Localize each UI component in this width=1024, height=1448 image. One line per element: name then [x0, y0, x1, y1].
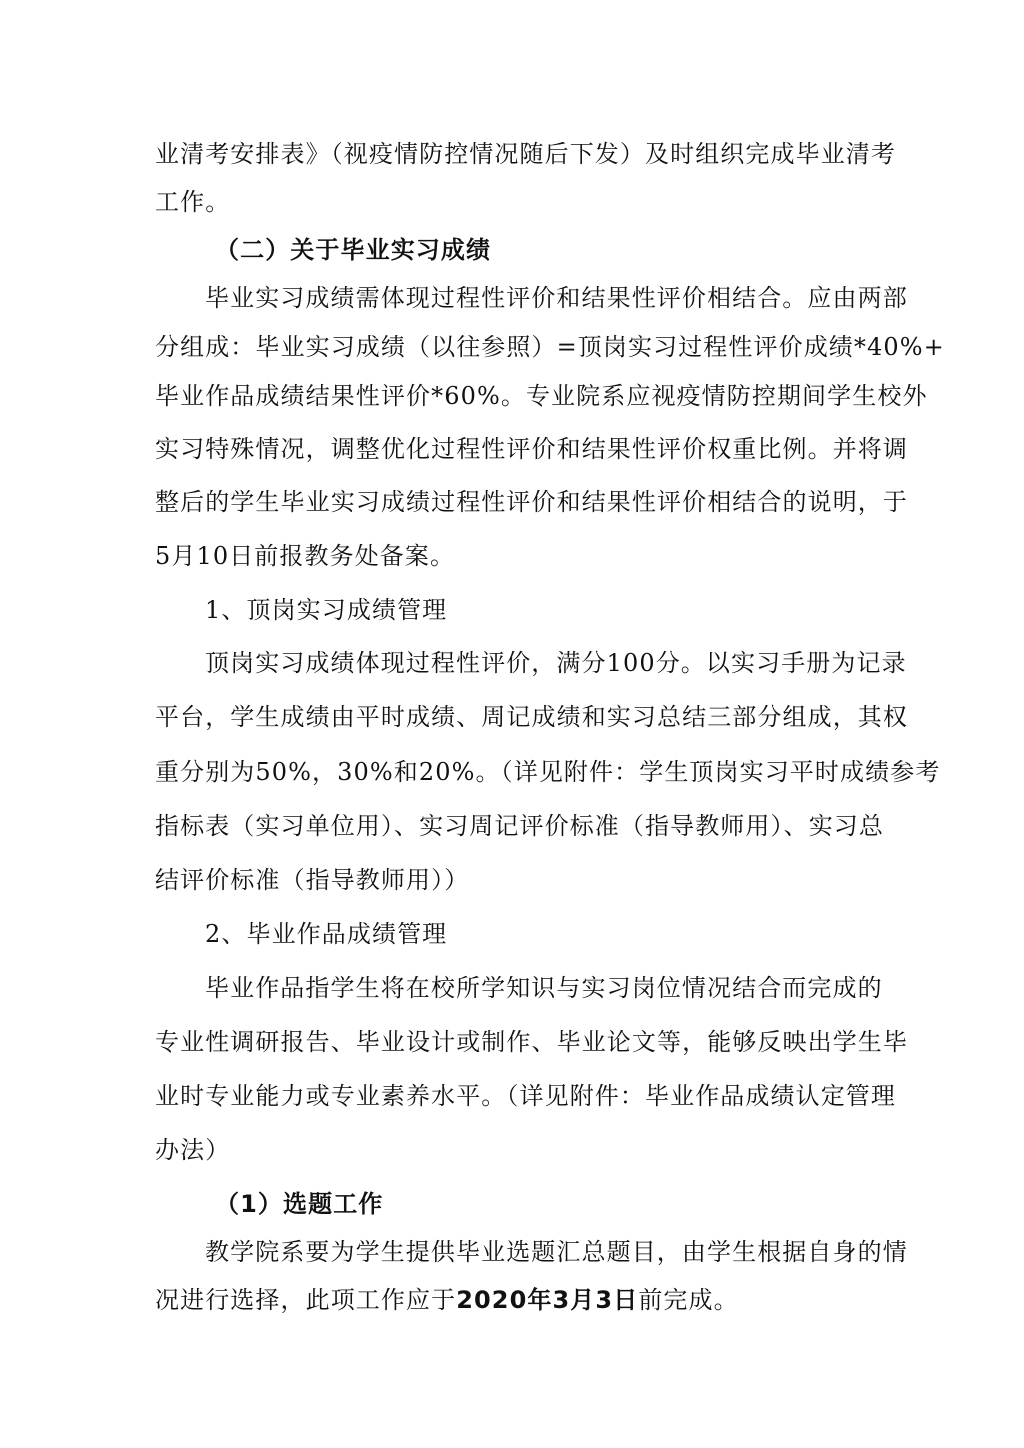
paragraph-line: 毕业作品成绩结果性评价*60%。专业院系应视疫情防控期间学生校外 — [155, 382, 928, 410]
paragraph-line: 指标表（实习单位用）、实习周记评价标准（指导教师用）、实习总 — [155, 812, 884, 840]
paragraph-line: 专业性调研报告、毕业设计或制作、毕业论文等，能够反映出学生毕 — [155, 1028, 908, 1056]
paragraph-line: 结评价标准（指导教师用）） — [155, 866, 470, 894]
paragraph-line: 办法） — [155, 1136, 231, 1164]
item-heading: （1）选题工作 — [215, 1190, 384, 1218]
subsection-heading: 2、毕业作品成绩管理 — [205, 920, 448, 948]
paragraph-line: 5月10日前报教务处备案。 — [155, 542, 456, 570]
paragraph-line: 业时专业能力或专业素养水平。（详见附件：毕业作品成绩认定管理 — [155, 1082, 896, 1110]
paragraph-line: 毕业实习成绩需体现过程性评价和结果性评价相结合。应由两部 — [205, 284, 908, 312]
paragraph-line: 平台，学生成绩由平时成绩、周记成绩和实习总结三部分组成，其权 — [155, 703, 908, 731]
text-segment: 前完成。 — [638, 1286, 739, 1314]
paragraph-line: 整后的学生毕业实习成绩过程性评价和结果性评价相结合的说明，于 — [155, 488, 908, 516]
paragraph-line: 实习特殊情况，调整优化过程性评价和结果性评价权重比例。并将调 — [155, 435, 908, 463]
paragraph-line: 业清考安排表》（视疫情防控情况随后下发）及时组织完成毕业清考 — [155, 140, 896, 168]
paragraph-line: 顶岗实习成绩体现过程性评价，满分100分。以实习手册为记录 — [205, 649, 907, 677]
paragraph-line: 工作。 — [155, 188, 231, 216]
section-heading: （二）关于毕业实习成绩 — [215, 236, 492, 264]
paragraph-line: 重分别为50%，30%和20%。（详见附件：学生顶岗实习平时成绩参考 — [155, 758, 941, 786]
text-segment: 况进行选择，此项工作应于 — [155, 1286, 457, 1314]
paragraph-line: 毕业作品指学生将在校所学知识与实习岗位情况结合而完成的 — [205, 974, 883, 1002]
paragraph-line — [155, 1284, 875, 1316]
paragraph-line: 分组成：毕业实习成绩（以往参照）=顶岗实习过程性评价成绩*40%+ — [155, 333, 945, 361]
deadline-date: 2020年3月3日 — [456, 1286, 639, 1314]
paragraph-line: 教学院系要为学生提供毕业选题汇总题目，由学生根据自身的情 — [205, 1238, 908, 1266]
subsection-heading: 1、顶岗实习成绩管理 — [205, 596, 448, 624]
